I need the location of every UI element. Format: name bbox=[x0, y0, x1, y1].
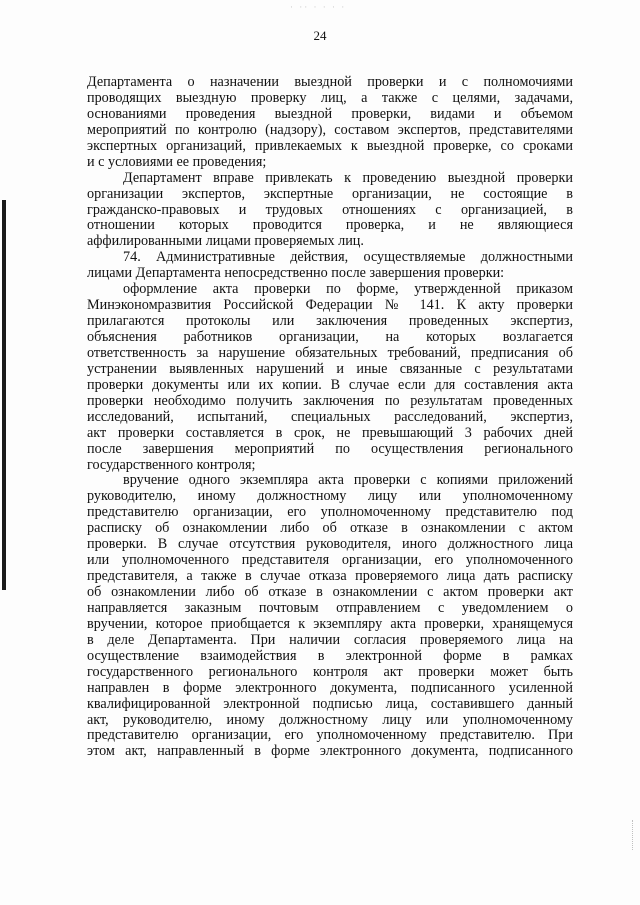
text-line: Минэкономразвития Российской Федерации № 141. К акту проверки bbox=[87, 297, 573, 314]
text-line: акт, руководителю, иному должностному лицу или уполномоченному bbox=[87, 711, 573, 728]
text-line: расписку об ознакомлении либо об отказе в ознакомлении с актом bbox=[87, 520, 573, 537]
text-line: прилагаются протоколы или заключения проведенных экспертиз, bbox=[87, 313, 573, 330]
scan-margin-bar bbox=[2, 200, 6, 590]
text-line: ответственность за нарушение обязательных требований, предписания об bbox=[87, 344, 573, 361]
text-line: вручение одного экземпляра акта проверки с копиями приложений bbox=[123, 472, 573, 489]
text-line: осуществление взаимодействия в электронной форме в рамках bbox=[87, 647, 573, 664]
text-line: мероприятий по контролю (надзору), составом экспертов, представителями bbox=[87, 121, 573, 138]
page-number: 24 bbox=[313, 28, 327, 43]
text-line: вручении, которое приобщается к экземпляру акта проверки, хранящемуся bbox=[87, 615, 573, 632]
text-line: экспертных организаций, привлекаемых к выездной проверке, со сроками bbox=[87, 137, 573, 154]
text-line: проверки документы или их копии. В случае если для составления акта bbox=[87, 376, 573, 393]
text-line: гражданско-правовых и трудовых отношениях с организацией, в bbox=[87, 201, 573, 218]
text-line: квалифицированной электронной подписью лица, составившего данный bbox=[87, 695, 573, 712]
text-line: государственного регионального контроля акт проверки может быть bbox=[87, 663, 573, 680]
text-line: объяснения работников организации, на которых возлагается bbox=[87, 329, 573, 345]
text-line: проводящих выездную проверку лиц, а также с целями, задачами, bbox=[87, 89, 573, 106]
text-line: представителя, а также в случае отказа проверяемого лица дать расписку bbox=[87, 568, 573, 585]
text-line: основаниями проведения выездной проверки, видами и объемом bbox=[87, 105, 573, 122]
text-line: или уполномоченного представителя организации, его уполномоченного bbox=[87, 552, 573, 569]
text-line: в деле Департамента. При наличии согласия проверяемого лица на bbox=[87, 631, 573, 648]
text-line: Департамента о назначении выездной проверки и с полномочиями bbox=[87, 74, 573, 90]
text-line: отношении которых проводится проверка, и не являющиеся bbox=[87, 217, 573, 234]
text-line: проверки необходимо получить заключения по результатам проведенных bbox=[87, 392, 573, 409]
text-line: и с условиями ее проведения; bbox=[87, 153, 267, 170]
text-line: после завершения мероприятий по осуществления регионального bbox=[87, 440, 573, 457]
text-line: Департамент вправе привлекать к проведению выездной проверки bbox=[123, 169, 573, 186]
text-line: исследований, испытаний, специальных расследований, экспертиз, bbox=[87, 408, 573, 425]
text-line: государственного контроля; bbox=[87, 456, 256, 473]
text-line: оформление акта проверки по форме, утвержденной приказом bbox=[123, 281, 573, 298]
text-line: проверки. В случае отсутствия руководителя, иного должностного лица bbox=[87, 536, 573, 553]
text-line: устранении выявленных нарушений и иные связанные с результатами bbox=[87, 360, 573, 377]
text-line: этом акт, направленный в форме электронного документа, подписанного bbox=[87, 743, 573, 760]
scan-artifact: · ·· · · · · bbox=[290, 2, 347, 12]
text-line: представителю организации, его уполномоченному представителю под bbox=[87, 504, 573, 521]
text-line: представителю организации, его уполномоченному представителю. При bbox=[87, 727, 573, 744]
scan-artifact-right bbox=[632, 820, 636, 850]
text-line: направлен в форме электронного документа, подписанного усиленной bbox=[87, 679, 573, 696]
body-text bbox=[87, 75, 573, 760]
text-line: аффилированными лицами проверяемых лиц. bbox=[87, 233, 364, 250]
text-line: об ознакомлении либо об отказе в ознакомлении с актом проверки акт bbox=[87, 584, 573, 600]
text-line: акт проверки составляется в срок, не превышающий 3 рабочих дней bbox=[87, 424, 573, 441]
text-line: 74. Административные действия, осуществляемые должностными bbox=[123, 249, 573, 266]
text-line: лицами Департамента непосредственно после завершения проверки: bbox=[87, 265, 505, 282]
text-line: руководителю, иному должностному лицу или уполномоченному bbox=[87, 488, 573, 505]
text-line: организации экспертов, экспертные организации, не состоящие в bbox=[87, 185, 573, 202]
text-line: направляется заказным почтовым отправлением с уведомлением о bbox=[87, 599, 573, 616]
